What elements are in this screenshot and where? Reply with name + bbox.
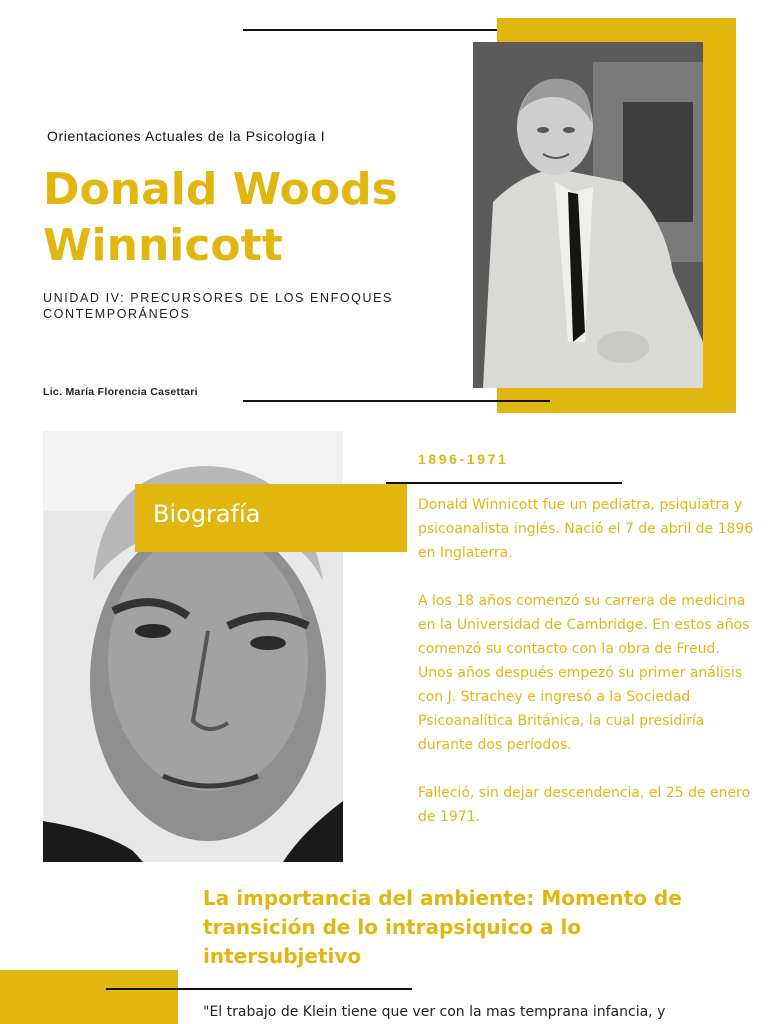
unit-subtitle (43, 290, 463, 322)
title-line-1: Donald Woods (43, 164, 398, 215)
biography-heading: Biografía (153, 500, 261, 528)
section-heading: La importancia del ambiente: Momento de transición de lo intrapsiquico a lo intersubjetivo (203, 886, 682, 968)
author-divider (243, 400, 550, 402)
quote-text: "El trabajo de Klein tiene que ver con la mas temprana infancia, y (203, 1004, 666, 1020)
unit-line-1: UNIDAD IV: PRECURSORES DE LOS ENFOQUES (43, 291, 393, 305)
course-title: Orientaciones Actuales de la Psicología I (47, 128, 326, 144)
page-title (43, 162, 463, 274)
title-line-2: Winnicott (43, 220, 283, 271)
biography-text (418, 493, 758, 853)
life-years: 1896-1971 (418, 451, 509, 467)
winnicott-seated-photo (473, 42, 703, 388)
bottom-accent-block (0, 970, 178, 1024)
unit-line-2: CONTEMPORÁNEOS (43, 307, 191, 321)
author-name: Lic. María Florencia Casettari (43, 386, 198, 398)
biography-paragraph: Falleció, sin dejar descendencia, el 25 de enero de 1971. (418, 785, 751, 825)
biography-paragraph: Donald Winnicott fue un pediatra, psiquiatra y psicoanalista inglés. Nació el 7 de abril de 1896 en Inglaterra. (418, 497, 754, 561)
seated-portrait-illustration (473, 42, 703, 388)
biography-paragraph: A los 18 años comenzó su carrera de medicina en la Universidad de Cambridge. En estos años comenzó su contacto con la obra de Freud. Unos años después empezó su primer análisis con J. Strachey e ingresó a la Sociedad Psicoanalítica Británica, la cual presidiría durante dos períodos. (418, 593, 750, 753)
bottom-divider (106, 988, 412, 990)
years-divider (386, 482, 622, 484)
